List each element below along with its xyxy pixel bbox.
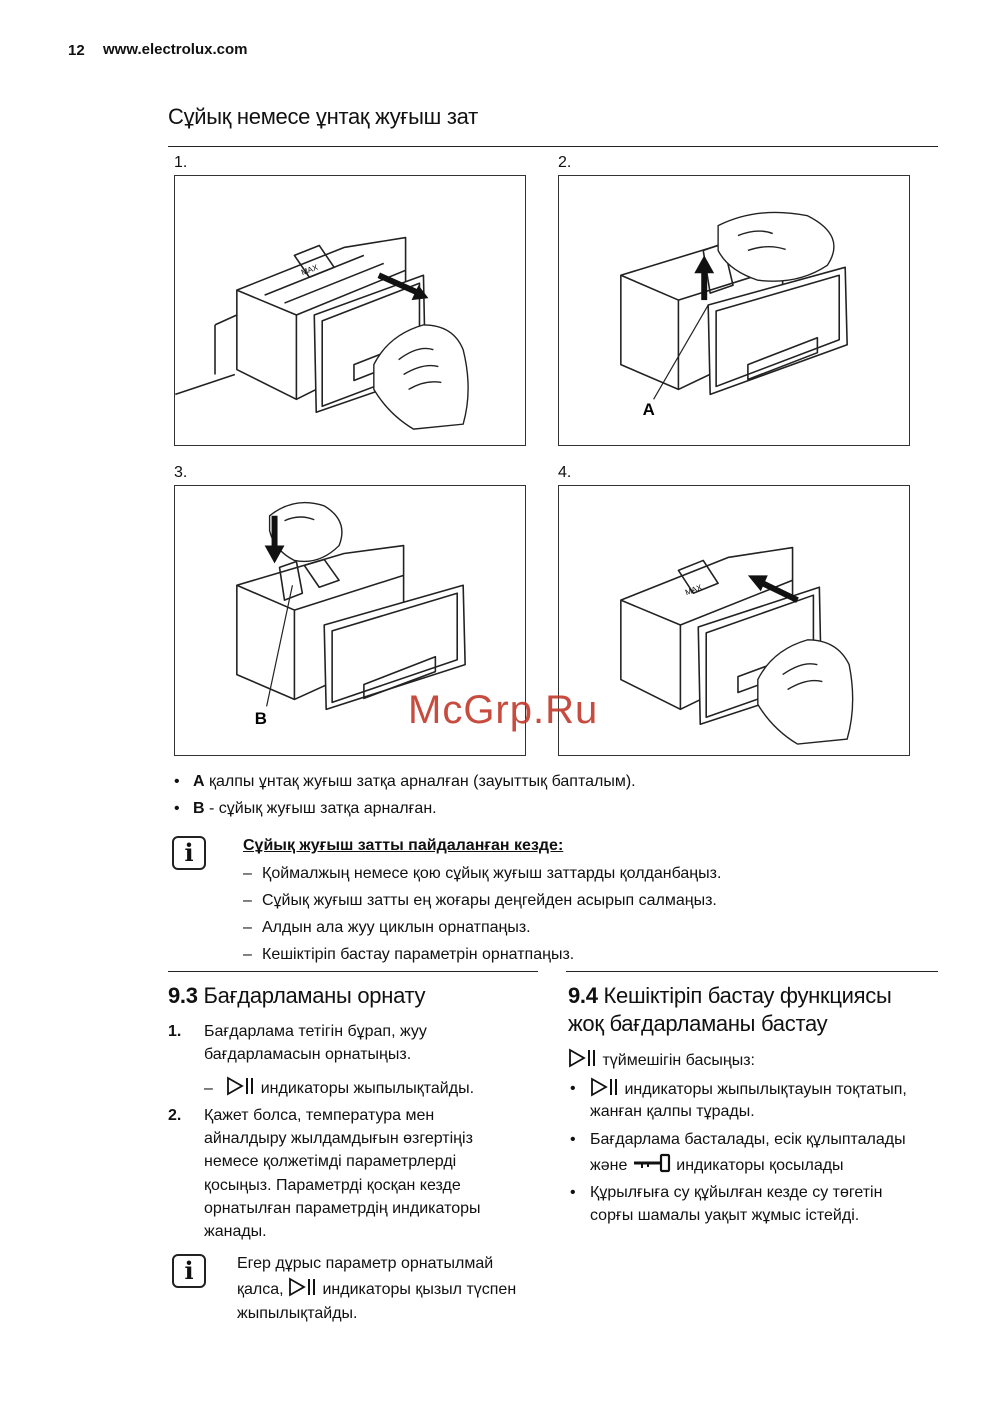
watermark: McGrp.Ru — [408, 688, 599, 732]
figure-1-drawer-pull — [174, 175, 526, 446]
info-item-4: Кешіктіріп бастау параметрін орнатпаңыз. — [262, 946, 575, 963]
bullet-b-text: - сұйық жуғыш затқа арналған. — [204, 800, 437, 817]
section-93-number: 9.3 — [168, 983, 198, 1008]
info-item: – — [243, 865, 252, 882]
drawer-illustration-1 — [175, 176, 525, 445]
figure-4-label: 4. — [558, 464, 572, 481]
s94-bullet-1-a: индикаторы жыпылықтауын тоқтатып, — [624, 1081, 907, 1098]
bullet-dot: • — [570, 1131, 576, 1148]
s94-bullet-1-b: жанған қалпы тұрады. — [590, 1103, 755, 1120]
section-94-intro-text: түймешігін басыңыз: — [602, 1052, 755, 1069]
info-item: – — [243, 892, 252, 909]
step-1-sub: – индикаторы жыпылықтайды. — [204, 1076, 474, 1100]
divider-93 — [168, 971, 538, 972]
start-pause-icon — [288, 1277, 318, 1297]
info-2-text-c: индикаторы қызыл түспен — [322, 1281, 517, 1298]
bullet-b — [193, 800, 437, 818]
s94-bullet-2-a: Бағдарлама басталады, есік құлыпталады — [590, 1131, 906, 1148]
drawer-illustration-4 — [559, 486, 909, 755]
s94-bullet-2-c: индикаторы қосылады — [676, 1157, 844, 1174]
s94-bullet-2-line — [590, 1153, 844, 1177]
section-94-title-2: жоқ бағдарламаны бастау — [568, 1011, 828, 1036]
bullet-b-key: B — [193, 800, 205, 817]
bullet-dot: • — [174, 773, 180, 790]
bullet-dot: • — [174, 800, 180, 817]
figure-2-flap-lift — [558, 175, 910, 446]
step-2-number: 2. — [168, 1107, 182, 1124]
start-pause-icon — [226, 1076, 256, 1096]
start-pause-icon — [590, 1077, 620, 1097]
info-item-3: Алдын ала жуу циклын орнатпаңыз. — [262, 919, 531, 936]
drawer-illustration-2 — [559, 176, 909, 445]
info-icon: i — [172, 836, 206, 870]
info-item: – — [243, 919, 252, 936]
s94-bullet-3-b: сорғы шамалы уақыт жұмыс істейді. — [590, 1207, 860, 1224]
section-94-number: 9.4 — [568, 983, 598, 1008]
header-url[interactable]: www.electrolux.com — [103, 41, 248, 58]
callout-b: B — [254, 709, 267, 729]
info-item: – — [243, 946, 252, 963]
s94-bullet-3-a: Құрылғыға су құйылған кезде су төгетін — [590, 1184, 883, 1201]
svg-text:MAX: MAX — [299, 262, 320, 278]
section-93-heading — [168, 982, 425, 1010]
info-2-text-b: қалса, — [237, 1281, 284, 1298]
s94-bullet-2-b: және — [590, 1157, 628, 1174]
step-1-sub-text: индикаторы жыпылықтайды. — [260, 1080, 475, 1097]
figure-4-drawer-push — [558, 485, 910, 756]
step-2-text: Қажет болса, температура мен айналдыру жылдамдығын өзгертіңіз немесе қолжетімді параметрлерді қосыңыз. Параметрді қосқан кезде орнатылған параметрдің индикаторы жанады. — [204, 1107, 481, 1240]
key-lock-icon — [632, 1153, 672, 1173]
s94-bullet-1 — [590, 1077, 907, 1101]
info-item-2: Сұйық жуғыш затты ең жоғары деңгейден асырып салмаңыз. — [262, 892, 717, 909]
section-93-title: Бағдарламаны орнату — [203, 983, 426, 1008]
info-2-line-1: Егер дұрыс параметр орнатылмай — [237, 1255, 494, 1272]
page-number: 12 — [68, 42, 85, 59]
info-2-line-2 — [237, 1277, 516, 1301]
bullet-a-text: қалпы ұнтақ жуғыш затқа арналған (зауыттық бапталым). — [204, 773, 636, 790]
step-1-number: 1. — [168, 1023, 182, 1040]
divider-94 — [566, 971, 938, 972]
section-94-title-1: Кешіктіріп бастау функциясы — [603, 983, 892, 1008]
bullet-a-key: A — [193, 773, 205, 790]
start-pause-icon — [568, 1048, 598, 1068]
step-1-text: Бағдарлама тетігін бұрап, жуу бағдарламасын орнатыңыз. — [204, 1023, 427, 1064]
section-divider — [168, 146, 938, 147]
figure-3-label: 3. — [174, 464, 188, 481]
svg-text:MAX: MAX — [683, 582, 704, 598]
bullet-a — [193, 773, 636, 791]
figure-2-label: 2. — [558, 154, 572, 171]
figure-1-label: 1. — [174, 154, 188, 171]
bullet-dot: • — [570, 1184, 576, 1201]
bullet-dot: • — [570, 1080, 576, 1097]
info-icon-2: i — [172, 1254, 206, 1288]
section-title: Сұйық немесе ұнтақ жуғыш зат — [168, 104, 478, 129]
section-94-heading — [568, 982, 891, 1010]
section-94-intro — [568, 1048, 755, 1072]
info-2-line-3: жыпылықтайды. — [237, 1305, 358, 1322]
info-title: Сұйық жуғыш затты пайдаланған кезде: — [243, 837, 564, 854]
info-item-1: Қоймалжың немесе қою сұйық жуғыш заттарды қолданбаңыз. — [262, 865, 722, 882]
callout-a: A — [642, 400, 655, 420]
